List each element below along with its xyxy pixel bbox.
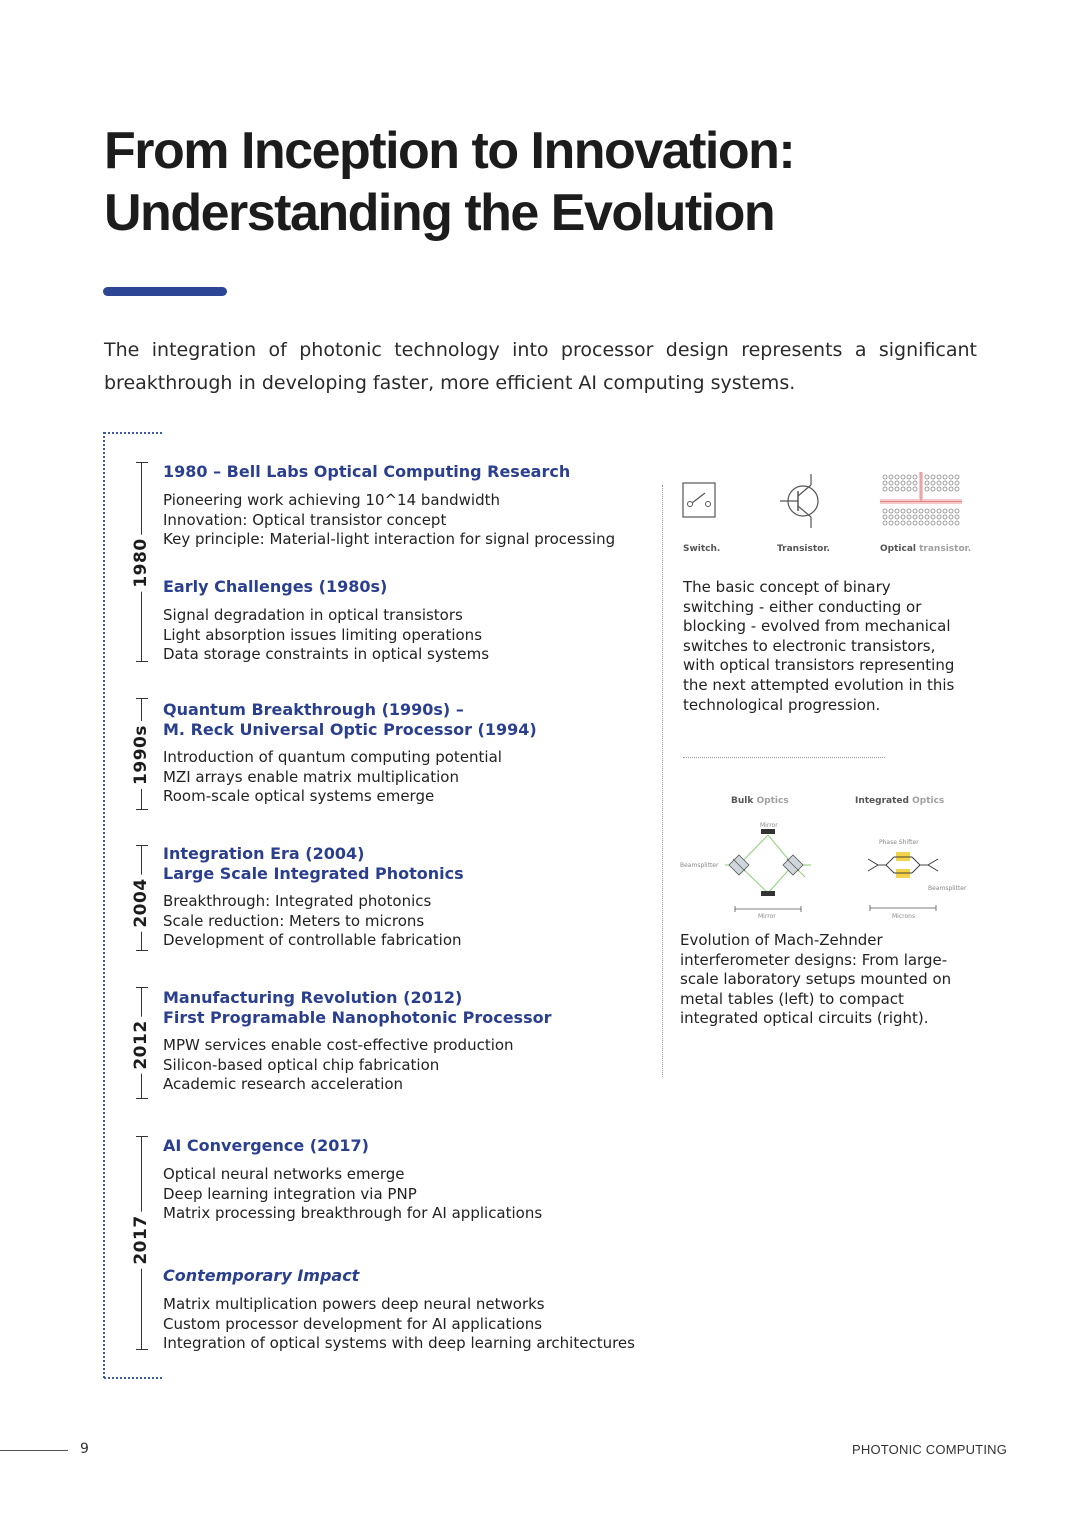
optical-transistor-icon [880,472,962,530]
figure-caption: Evolution of Mach-Zehnder interferometer designs: From large-scale laboratory setups mounted on metal tables (left) to compact integrated optical circuits (right). [680,931,952,1028]
era-year-label: 2004 [131,874,151,931]
section-heading: Early Challenges (1980s) [163,577,388,596]
list-item: Key principle: Material-light interaction for signal processing [163,530,616,549]
footer-brand: PHOTONIC COMPUTING [852,1442,1008,1457]
transistor-label: Transistor. [777,544,830,554]
list-item: MPW services enable cost-effective production [163,1036,514,1054]
list-item: Data storage constraints in optical systems [163,645,490,664]
era-year-label: 2012 [131,1016,151,1073]
page-title-line-2: Understanding the Evolution [104,184,775,242]
list-item: Matrix processing breakthrough for AI applications [163,1204,543,1223]
beamsplitter-right-label: Beamsplitter [928,885,967,892]
integrated-optics-label: Integrated Optics [855,796,945,806]
intro-paragraph: The integration of photonic technology into processor design represents a significant breakthrough in developing faster, more efficient AI computing systems. [104,339,977,394]
page-title-line-1: From Inception to Innovation: [104,122,795,180]
section-list [163,1295,635,1354]
list-item: Innovation: Optical transistor concept [163,510,447,529]
list-item: Pioneering work achieving 10^14 bandwidth [163,491,501,509]
list-item: Matrix multiplication powers deep neural networks [163,1295,545,1313]
list-item: MZI arrays enable matrix multiplication [163,767,459,786]
section-heading: Quantum Breakthrough (1990s) – M. Reck Universal Optic Processor (1994) [163,700,537,739]
mirror-top-label: Mirror [760,822,778,829]
list-item: Development of controllable fabrication [163,931,462,950]
phase-shifter-label: Phase Shifter [879,839,919,846]
figure-divider [683,757,885,758]
beamsplitter-left-label: Beamsplitter [680,862,719,869]
switch-icon [680,478,720,522]
list-item: Integration of optical systems with deep learning architectures [163,1334,635,1353]
section-heading: AI Convergence (2017) [163,1136,369,1155]
section-list [163,892,462,951]
section-list [163,606,489,665]
title-accent-rule [103,287,227,296]
list-item: Introduction of quantum computing potential [163,748,502,766]
column-divider [662,485,663,1077]
footer-rule [0,1450,68,1451]
list-item: Scale reduction: Meters to microns [163,911,425,930]
section-list [163,748,502,807]
bulk-mzi-diagram [725,825,811,917]
era-year-label: 2017 [131,1211,151,1268]
list-item: Silicon-based optical chip fabrication [163,1055,440,1074]
integrated-mzi-diagram [866,845,942,915]
list-item: Optical neural networks emerge [163,1165,405,1183]
list-item: Signal degradation in optical transistors [163,606,463,624]
list-item: Deep learning integration via PNP [163,1184,417,1203]
page-title [104,120,1004,244]
section-list [163,1165,542,1224]
transistor-icon [778,472,828,530]
list-item: Light absorption issues limiting operations [163,625,483,644]
list-item: Custom processor development for AI applications [163,1314,543,1333]
mirror-bottom-label: Mirror [758,913,776,920]
page-number: 9 [80,1441,89,1457]
switch-label: Switch. [683,544,721,554]
optical-transistor-label: Optical transistor. [880,544,972,554]
era-year-label: 1980 [131,534,151,591]
section-heading: Integration Era (2004) Large Scale Integrated Photonics [163,844,464,883]
microns-label: Microns [892,913,916,920]
figure-caption: The basic concept of binary switching - either conducting or blocking - evolved from mechanical switches to electronic transistors, with optical transistors representing the next attempted evolution in this technological progression. [683,578,955,714]
section-heading: Contemporary Impact [163,1266,360,1285]
section-heading: 1980 – Bell Labs Optical Computing Research [163,462,571,481]
bulk-optics-label: Bulk Optics [731,796,789,806]
list-item: Room-scale optical systems emerge [163,787,435,806]
section-list [163,491,615,550]
list-item: Breakthrough: Integrated photonics [163,892,432,910]
section-list [163,1036,514,1095]
list-item: Academic research acceleration [163,1075,404,1094]
era-year-label: 1990s [131,721,151,789]
section-heading: Manufacturing Revolution (2012) First Programable Nanophotonic Processor [163,988,552,1027]
